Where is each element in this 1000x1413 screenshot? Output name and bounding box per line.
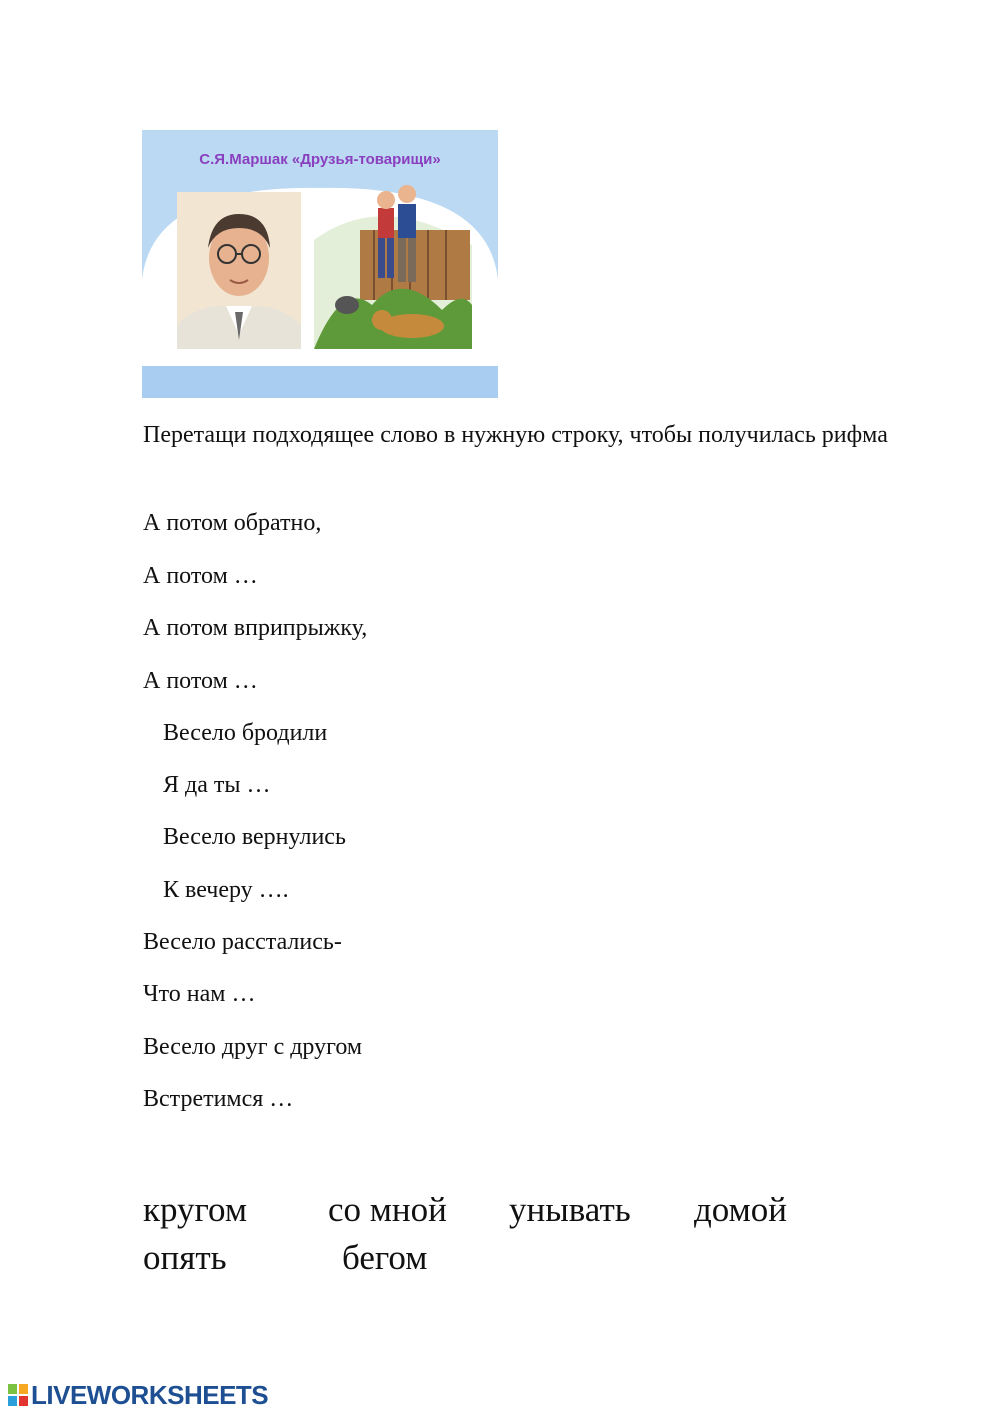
brand-name: LIVEWORKSHEETS xyxy=(31,1379,269,1410)
header-caption: С.Я.Маршак «Друзья-товарищи» xyxy=(199,151,441,168)
portrait-image xyxy=(177,192,301,349)
task-instruction: Перетащи подходящее слово в нужную строку, чтобы получилась рифма xyxy=(143,422,888,448)
poem-line-blank[interactable]: Я да ты … xyxy=(163,772,271,798)
word-option[interactable]: кругом xyxy=(143,1190,248,1229)
poem-line-blank[interactable]: Встретимся … xyxy=(143,1086,294,1112)
brand-footer xyxy=(8,1380,268,1410)
poem-line-blank[interactable]: К вечеру …. xyxy=(163,877,289,903)
poem-line: Весело бродили xyxy=(163,720,328,746)
word-option[interactable]: унывать xyxy=(509,1190,631,1229)
header-illustration xyxy=(142,130,498,398)
word-option[interactable]: домой xyxy=(694,1190,788,1229)
poem-line-blank[interactable]: А потом … xyxy=(143,563,258,589)
poem-line: Весело вернулись xyxy=(163,824,346,850)
word-option[interactable]: бегом xyxy=(342,1238,428,1277)
word-option[interactable]: опять xyxy=(143,1238,227,1277)
poem-line-blank[interactable]: А потом … xyxy=(143,668,258,694)
poem-line-blank[interactable]: Что нам … xyxy=(143,981,256,1007)
poem-line: Весело расстались- xyxy=(143,929,342,955)
poem-line: Весело друг с другом xyxy=(143,1034,363,1060)
brand-logo-icon xyxy=(8,1384,28,1406)
word-option[interactable]: со мной xyxy=(328,1190,447,1229)
poem-line: А потом вприпрыжку, xyxy=(143,615,368,641)
poem-line: А потом обратно, xyxy=(143,510,322,536)
